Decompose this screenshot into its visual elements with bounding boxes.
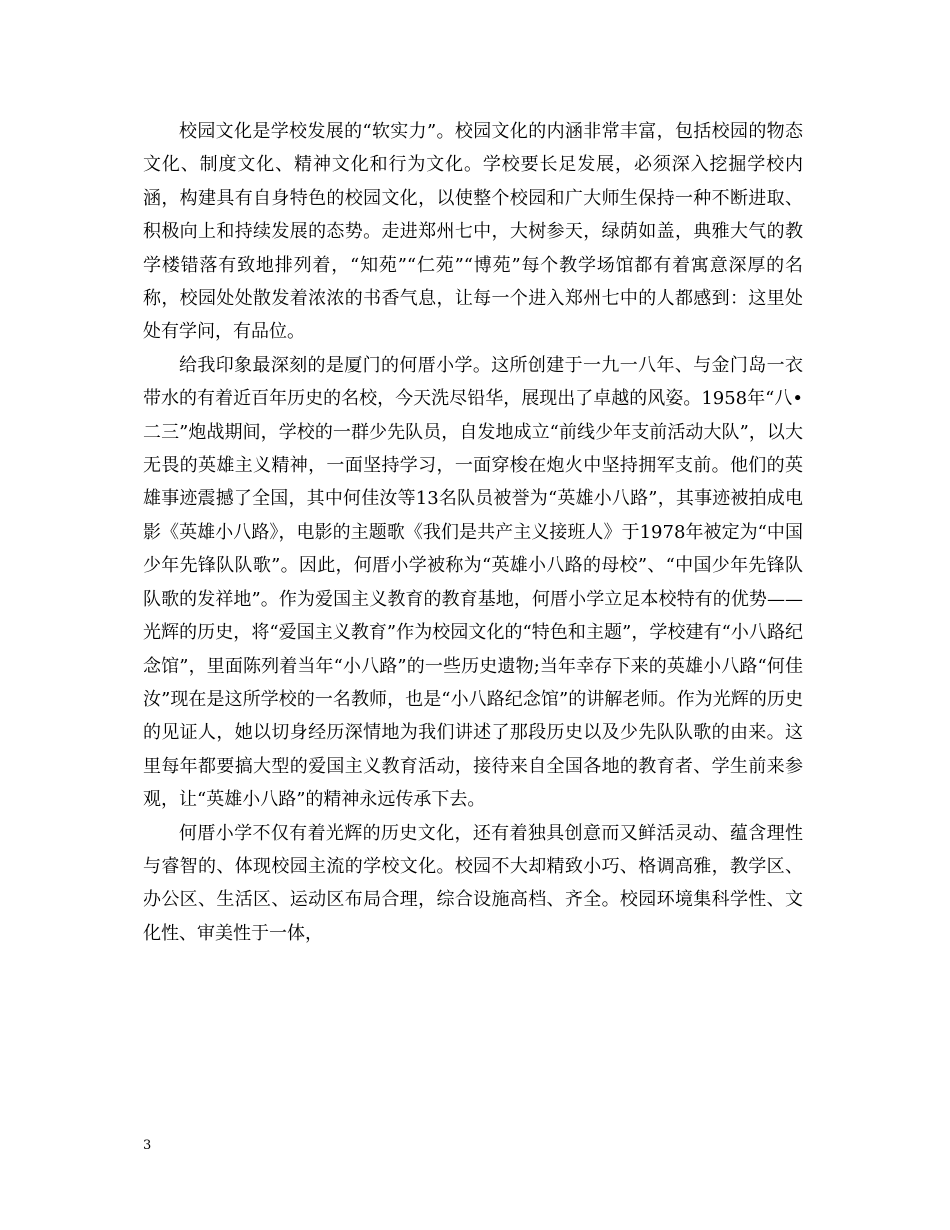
- body-text: [143, 115, 803, 950]
- paragraph-campus-culture: 校园文化是学校发展的“软实力”。校园文化的内涵非常丰富，包括校园的物态文化、制度文化、精神文化和行为文化。学校要长足发展，必须深入挖掘学校内涵，构建具有自身特色的校园文化，以使整个校园和广大师生保持一种不断进取、积极向上和持续发展的态势。走进郑州七中，大树参天，绿荫如盖，典雅大气的教学楼错落有致地排列着，“知苑”“仁苑”“博苑”每个教学场馆都有着寓意深厚的名称，校园处处散发着浓浓的书香气息，让每一个进入郑州七中的人都感到：这里处处有学问，有品位。: [143, 121, 803, 343]
- paragraph-school-culture: 何厝小学不仅有着光辉的历史文化，还有着独具创意而又鲜活灵动、蕴含理性与睿智的、体现校园主流的学校文化。校园不大却精致小巧、格调高雅，教学区、办公区、生活区、运动区布局合理，综合设施高档、齐全。校园环境集科学性、文化性、审美性于一体，: [143, 822, 803, 944]
- paragraph-hecuo-school: 给我印象最深刻的是厦门的何厝小学。这所创建于一九一八年、与金门岛一衣带水的有着近百年历史的名校，今天洗尽铅华，展现出了卓越的风姿。1958年“八•二三”炮战期间，学校的一群少先队员，自发地成立“前线少年支前活动大队”，以大无畏的英雄主义精神，一面坚持学习，一面穿梭在炮火中坚持拥军支前。他们的英雄事迹震撼了全国，其中何佳汝等13名队员被誉为“英雄小八路”，其事迹被拍成电影《英雄小八路》，电影的主题歌《我们是共产主义接班人》于1978年被定为“中国少年先锋队队歌”。因此，何厝小学被称为“英雄小八路的母校”、“中国少年先锋队队歌的发祥地”。作为爱国主义教育的教育基地，何厝小学立足本校特有的优势——光辉的历史，将“爱国主义教育”作为校园文化的“特色和主题”，学校建有“小八路纪念馆”，里面陈列着当年“小八路”的一些历史遗物;当年幸存下来的英雄小八路“何佳汝”现在是这所学校的一名教师，也是“小八路纪念馆”的讲解老师。作为光辉的历史的见证人，她以切身经历深情地为我们讲述了那段历史以及少先队队歌的由来。这里每年都要搞大型的爱国主义教育活动，接待来自全国各地的教育者、学生前来参观，让“英雄小八路”的精神永远传承下去。: [143, 354, 803, 811]
- page-number: 3: [143, 1138, 152, 1153]
